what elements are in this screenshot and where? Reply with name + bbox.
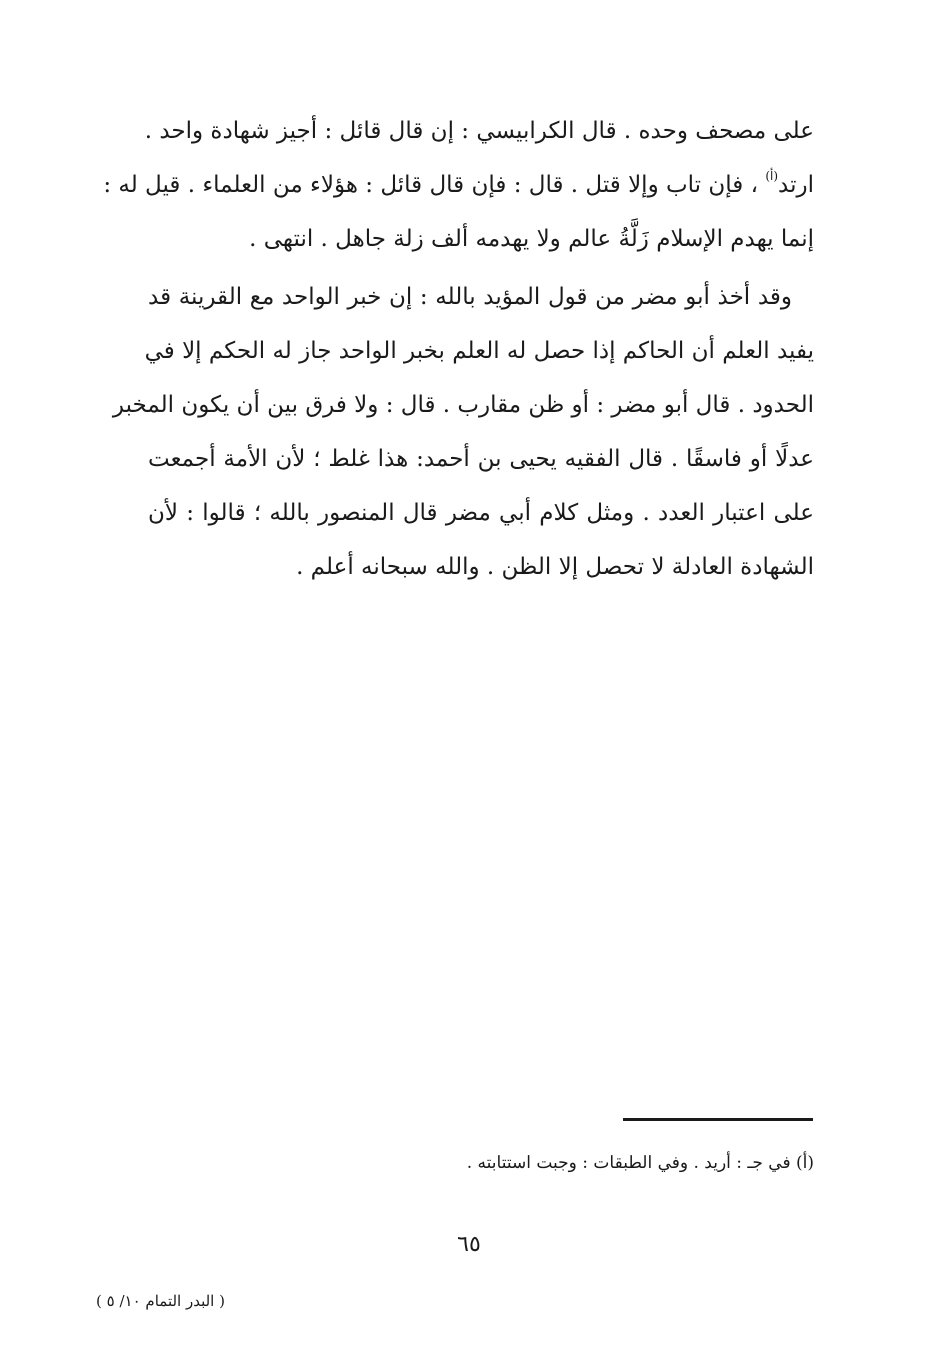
footnote-separator-rule [623, 1118, 813, 1121]
footnote-marker: (أ) [765, 169, 779, 183]
paragraph-2-line-4: عدلًا أو فاسقًا . قال الفقيه يحيى بن أحمد: هذا غلط ؛ لأن الأمة أجمعت [148, 446, 814, 472]
line-text-before-marker: ارتد [778, 172, 814, 198]
paragraph-2-line-6: الشهادة العادلة لا تحصل إلا الظن . والله سبحانه أعلم . [296, 554, 814, 580]
paragraph-1-line-1: على مصحف وحده . قال الكرابيسي : إن قال قائل : أجيز شهادة واحد . [144, 118, 814, 144]
paragraph-2-line-5: على اعتبار العدد . ومثل كلام أبي مضر قال المنصور بالله ؛ قالوا : لأن [148, 500, 814, 526]
paragraph-2 [112, 270, 814, 594]
paragraph-1-line-2 [103, 158, 814, 212]
paragraph-2-line-3: الحدود . قال أبو مضر : أو ظن مقارب . قال : ولا فرق بين أن يكون المخبر [112, 392, 814, 418]
page-number: ٦٥ [457, 1232, 481, 1257]
paragraph-2-line-1: وقد أخذ أبو مضر من قول المؤيد بالله : إن خبر الواحد مع القرينة قد [148, 284, 792, 310]
paragraph-1-line-3: إنما يهدم الإسلام زَلَّةُ عالم ولا يهدمه ألف زلة جاهل . انتهى . [249, 226, 814, 252]
line-text-after-marker: ، فإن تاب وإلا قتل . قال : فإن قال قائل : هؤلاء من العلماء . قيل له : [103, 172, 766, 198]
footnote: (أ) في جـ : أريد . وفي الطبقات : وجبت استتابته . [466, 1153, 814, 1173]
paragraph-2-line-2: يفيد العلم أن الحاكم إذا حصل له العلم بخبر الواحد جاز له الحكم إلا في [144, 338, 814, 364]
signature-mark: ( البدر التمام ١٠/ ٥ ) [96, 1292, 225, 1310]
paragraph-1 [103, 104, 814, 266]
